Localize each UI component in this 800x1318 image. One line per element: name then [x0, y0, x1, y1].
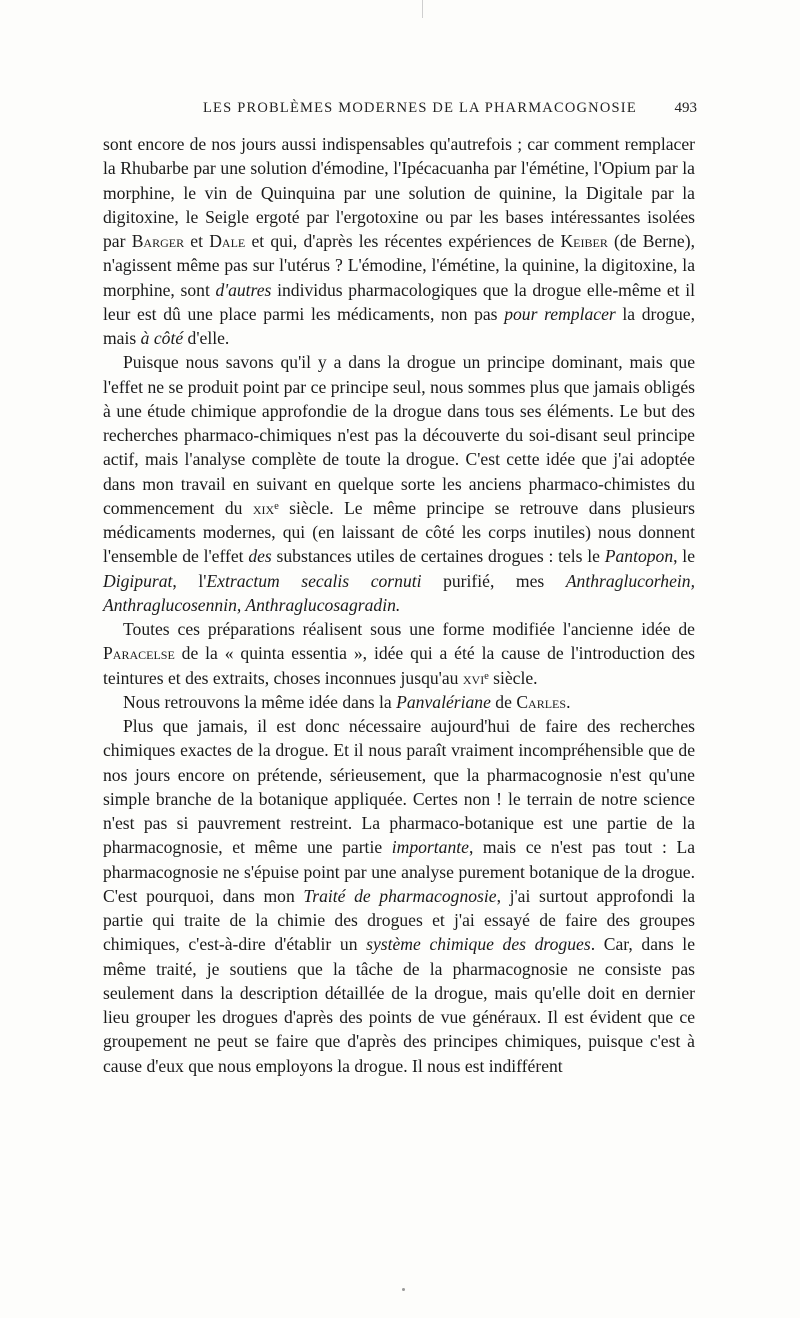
- text-run: siècle.: [488, 667, 538, 688]
- century-numeral: xixᵉ: [252, 497, 279, 518]
- text-run: , le: [673, 546, 696, 567]
- emphasis-autres: d'autres: [215, 279, 272, 300]
- emphasis-systeme: système chimique des drogues: [366, 934, 591, 955]
- century-numeral: xviᵉ: [462, 667, 489, 688]
- page-number: 493: [674, 100, 697, 116]
- product-pantopon: Pantopon: [604, 546, 674, 567]
- author-name-paracelse: Paracelse: [103, 643, 175, 664]
- product-anthraglucorhein: Anthraglucorhein, Anthraglucosennin, Anthraglucosagradin.: [103, 570, 695, 615]
- scan-mark-top: [422, 0, 423, 18]
- text-run: la drogue, mais: [103, 303, 695, 348]
- text-run: Toutes ces préparations réalisent sous une forme modifiée l'ancienne idée de: [123, 619, 695, 639]
- paragraph-2: [103, 350, 695, 617]
- text-run: siècle. Le même principe se retrouve dans plusieurs médicaments modernes, qui (en laissant de côté les corps inutiles) nous donnent l'ensemble de l'effet: [103, 497, 695, 567]
- text-body: [103, 132, 695, 1078]
- paragraph-3: [103, 617, 695, 690]
- text-run: (de Berne), n'agissent même pas sur l'utérus ? L'émodine, l'émétine, la quinine, la digitoxine, la morphine, sont: [103, 231, 695, 300]
- running-title: LES PROBLÈMES MODERNES DE LA PHARMACOGNOSIE: [203, 100, 637, 116]
- text-run: de: [490, 691, 517, 712]
- text-run: . Car, dans le même traité, je soutiens que la tâche de la pharmacognosie ne consiste pas seulement dans la description détaillée de la drogue, mais qu'elle doit en dernier lieu grouper les drogues d'après des points de vue généraux. Il est évident que ce groupement ne peut se faire que d'après des principes chimiques, puisque c'est à cause d'eux que nous employons la drogue. Il nous est indifférent: [103, 934, 695, 1076]
- text-run: purifié, mes: [421, 570, 566, 591]
- author-name-carles: Carles: [516, 691, 567, 712]
- text-run: , l': [172, 570, 207, 591]
- product-extractum: Extractum secalis cornuti: [206, 570, 422, 591]
- emphasis-pour-remplacer: pour remplacer: [504, 303, 616, 324]
- emphasis-des: des: [248, 546, 272, 567]
- text-run: , mais ce n'est pas tout : La pharmacognosie ne s'épuise point par une analyse purement botanique de la drogue. C'est pourquoi, dans mon: [103, 837, 695, 906]
- text-run: Plus que jamais, il est donc nécessaire aujourd'hui de faire des recherches chimiques exactes de la drogue. Et il nous paraît vraiment incompréhensible que de nos jours encore on prétende, sérieusement, que la pharmacognosie n'est qu'une simple branche de la botanique appliquée. Certes non ! le terrain de notre science n'est pas si pauvrement restreint. La pharmaco-botanique est une partie de la pharmacognosie, et même une partie: [103, 716, 695, 858]
- author-name-keiber: Keiber: [560, 231, 608, 251]
- text-run: .: [566, 691, 571, 712]
- text-run: , j'ai surtout approfondi la partie qui traite de la chimie des drogues et j'ai essayé de faire des groupes chimiques, c'est-à-dire d'établir un: [103, 885, 696, 955]
- text-run: sont encore de nos jours aussi indispensables qu'autrefois ; car comment remplacer la Rhubarbe par une solution d'émodine, l'Ipécacuanha par l'émétine, l'Opium par la morphine, le vin de Quinquina par une solution de quinine, la Digitale par la digitoxine, le Seigle ergoté par l'ergotoxine ou par les bases intéressantes isolées par: [103, 134, 695, 251]
- paragraph-5: [103, 714, 695, 1078]
- text-run: et: [184, 231, 210, 251]
- product-panvaleriane: Panvalériane: [396, 691, 491, 712]
- text-run: d'elle.: [183, 328, 230, 348]
- text-run: Puisque nous savons qu'il y a dans la drogue un principe dominant, mais que l'effet ne se produit point par ce principe seul, nous sommes plus que jamais obligés à une étude chimique approfondie de la drogue dans tous ses éléments. Le but des recherches pharmaco-chimiques n'est pas la découverte du soi-disant seul principe actif, mais l'analyse complète de toute la drogue. C'est cette idée que j'ai adoptée dans mon travail en suivant en quelque sorte les anciens pharmaco-chimistes du commencement du: [103, 352, 695, 518]
- paragraph-4: [103, 690, 695, 714]
- emphasis-a-cote: à côté: [140, 328, 184, 348]
- text-run: et qui, d'après les récentes expériences de: [245, 231, 561, 251]
- book-title-traite: Traité de pharmacognosie: [303, 885, 497, 906]
- paragraph-1: [103, 132, 695, 350]
- product-digipurat: Digipurat: [103, 570, 173, 591]
- text-run: Nous retrouvons la même idée dans la: [123, 691, 397, 712]
- author-name-dale: Dale: [209, 231, 246, 251]
- scan-speck: [402, 1288, 405, 1291]
- page-header: [103, 100, 697, 124]
- text-run: individus pharmacologiques que la drogue elle-même et il leur est dû une place parmi les médicaments, non pas: [103, 279, 695, 324]
- text-run: de la « quinta essentia », idée qui a été la cause de l'introduction des teintures et des extraits, choses inconnues jusqu'au: [103, 643, 695, 688]
- emphasis-importante: importante: [391, 837, 469, 858]
- author-name-barger: Barger: [131, 231, 185, 251]
- text-run: substances utiles de certaines drogues : tels le: [271, 546, 605, 567]
